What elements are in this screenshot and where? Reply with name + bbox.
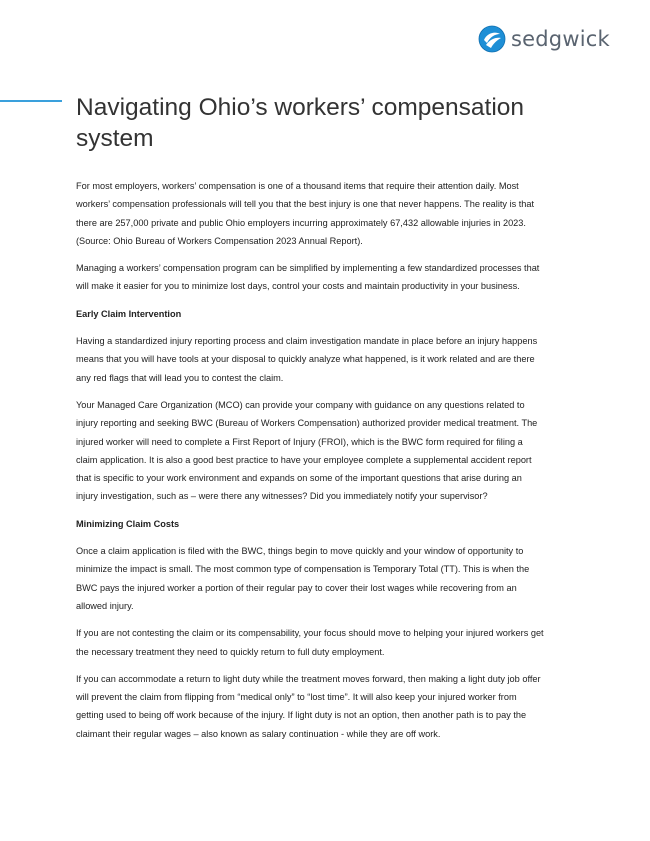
- sedgwick-globe-icon: [478, 25, 506, 53]
- logo-wordmark: sedgwick: [511, 27, 610, 51]
- paragraph-costs-2: If you are not contesting the claim or its compensability, your focus should move to helping your injured workers get the necessary treatment they need to quickly return to full duty employment.: [76, 628, 544, 657]
- paragraph-early-1: Having a standardized injury reporting process and claim investigation mandate in place before an injury happens means that you will have tools at your disposal to quickly analyze what happened, is it work related and are there any red flags that will lead you to contest the claim.: [76, 336, 538, 383]
- page-title: Navigating Ohio’s workers’ compensation system: [76, 94, 525, 152]
- section-heading-minimizing-costs: Minimizing Claim Costs: [76, 518, 180, 529]
- paragraph-costs-3: If you can accommodate a return to light duty while the treatment moves forward, then making a light duty job offer will prevent the claim from flipping from “medical only” to “lost time”. It will also keep your injured worker from getting used to being off work because of the injury. If light duty is not an option, then another path is to pay the claimant their regular wages – also known as salary continuation - while they are off work.: [76, 673, 541, 739]
- accent-rule: [0, 100, 62, 102]
- section-heading-early-claim: Early Claim Intervention: [76, 308, 182, 319]
- paragraph-early-2: Your Managed Care Organization (MCO) can provide your company with guidance on any questions related to injury reporting and seeking BWC (Bureau of Workers Compensation) authorized provider medical treatment. The injured worker will need to complete a First Report of Injury (FROI), which is the BWC form required for filing a claim application. It is also a good best practice to have your employee complete a supplemental accident report that is specific to your work environment and expands on some of the important questions that arise during an injury investigation, such as – were there any witnesses? Did you immediately notify your supervisor?: [76, 399, 538, 502]
- sedgwick-logo: [478, 25, 610, 53]
- paragraph-intro-2: Managing a workers’ compensation program can be simplified by implementing a few standardized processes that will make it easier for you to minimize lost days, control your costs and maintain productivity in your business.: [76, 263, 540, 292]
- paragraph-intro-1: For most employers, workers’ compensation is one of a thousand items that require their attention daily. Most workers’ compensation professionals will tell you that the best injury is one that never happens. The reality is that there are 257,000 private and public Ohio employers incurring approximately 67,432 allowable injuries in 2023. (Source: Ohio Bureau of Workers Compensation 2023 Annual Report).: [76, 181, 535, 246]
- paragraph-costs-1: Once a claim application is filed with the BWC, things begin to move quickly and your window of opportunity to minimize the impact is small. The most common type of compensation is Temporary Total (TT). This is when the BWC pays the injured worker a portion of their regular pay to cover their lost wages while recovering from an allowed injury.: [76, 546, 530, 611]
- article-body: [76, 177, 546, 752]
